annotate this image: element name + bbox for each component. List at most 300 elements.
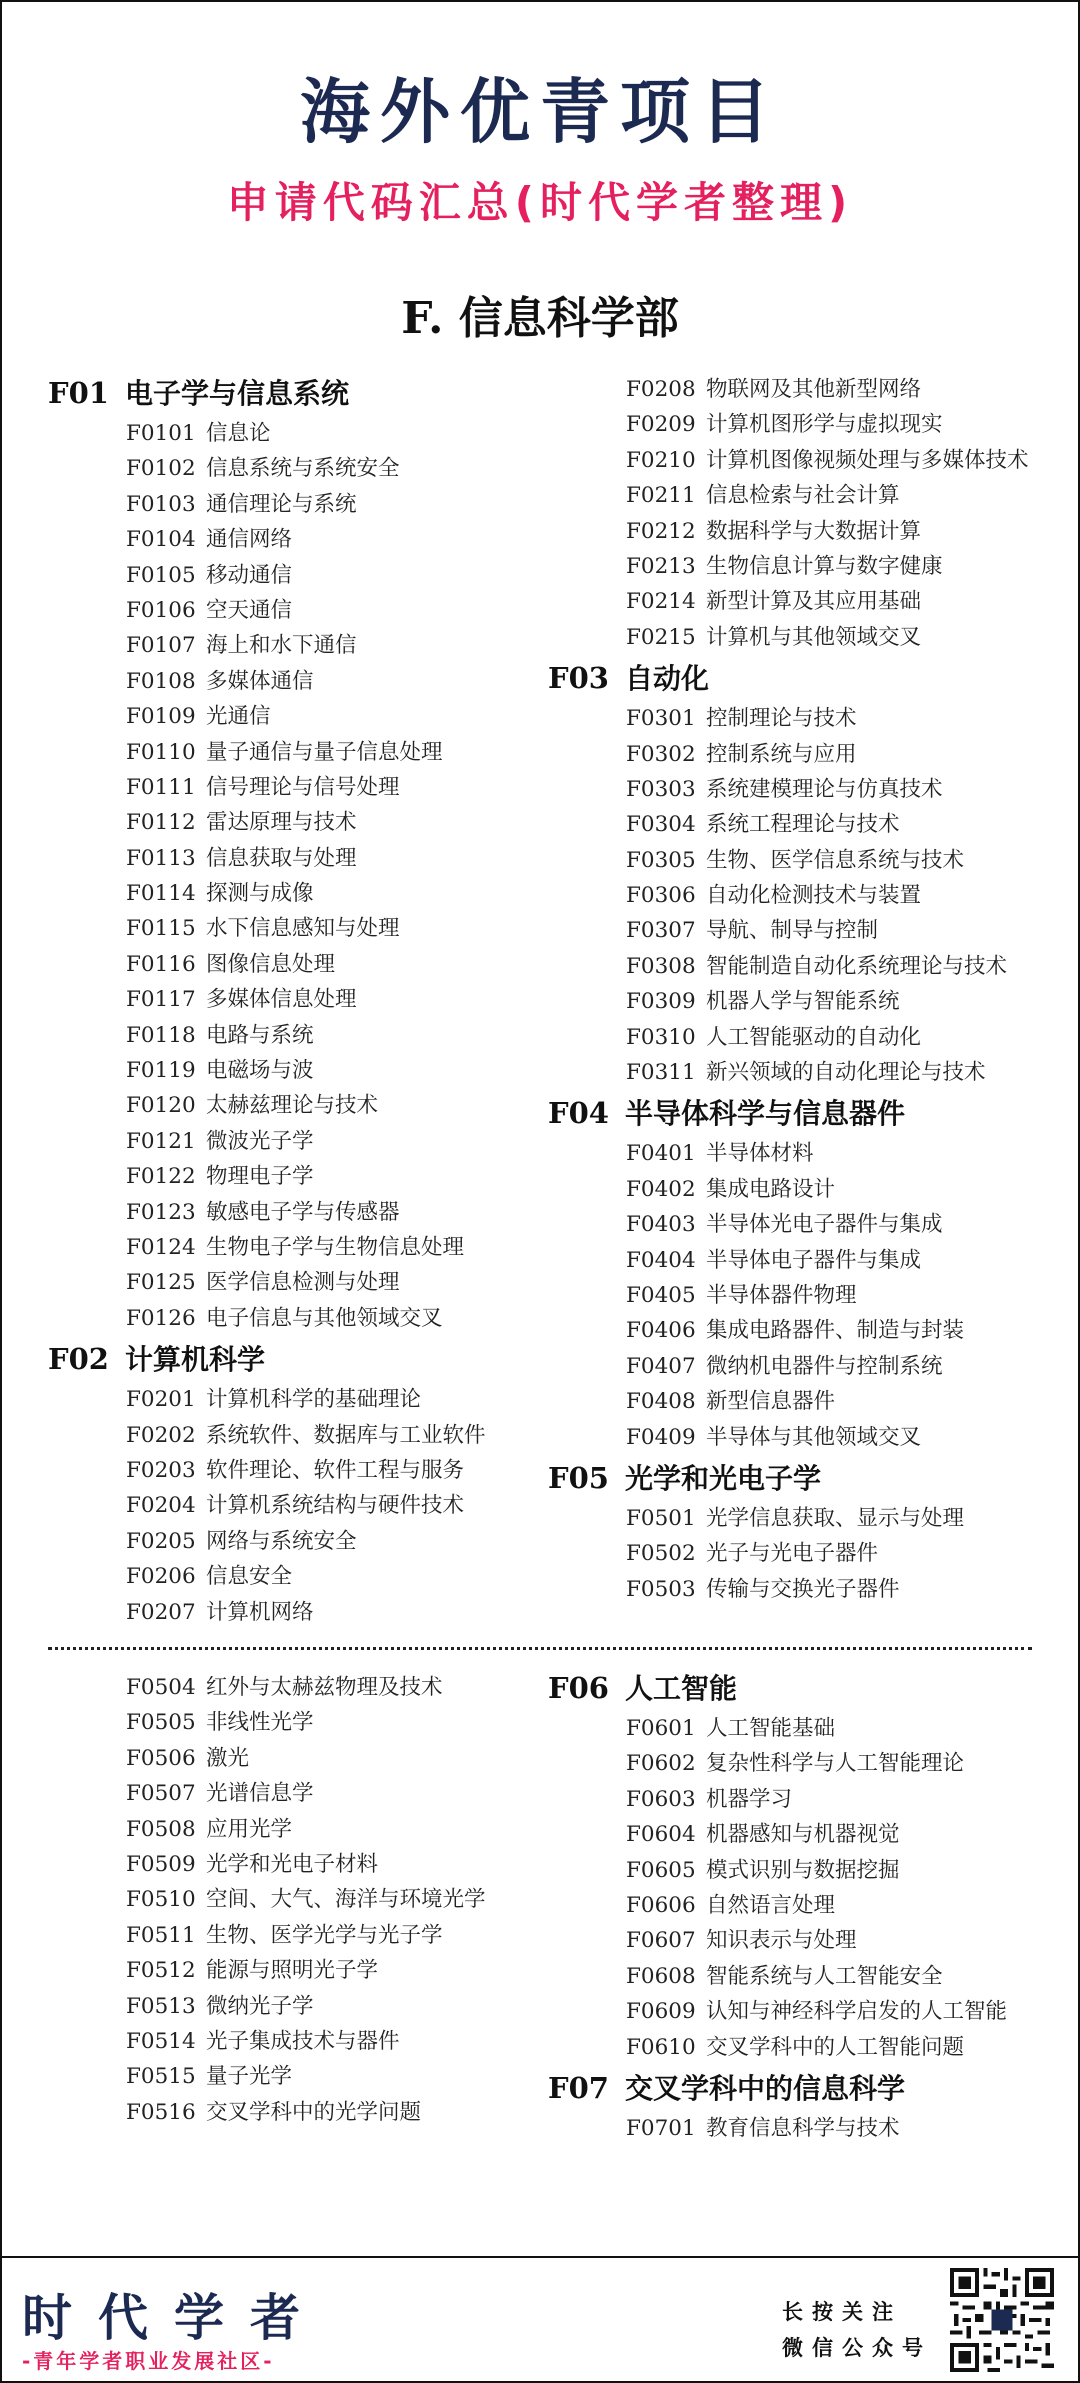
item-code: F0213 — [626, 553, 696, 579]
item-name: 移动通信 — [206, 562, 293, 588]
item-code: F0304 — [626, 812, 696, 838]
item-name: 微纳光子学 — [206, 1993, 314, 2019]
item-code: F0206 — [126, 1564, 196, 1590]
item-code: F0403 — [626, 1212, 696, 1238]
code-item — [48, 1847, 538, 1882]
item-code: F0514 — [126, 2028, 196, 2054]
column-bottom-right — [548, 1665, 1068, 2146]
item-name: 红外与太赫兹物理及技术 — [206, 1675, 443, 1700]
code-item — [548, 843, 1068, 878]
item-name: 微纳机电器件与控制系统 — [706, 1353, 943, 1379]
item-name: 半导体光电子器件与集成 — [706, 1212, 943, 1238]
dotted-divider — [48, 1647, 1032, 1650]
code-item — [548, 878, 1068, 913]
item-name: 信息获取与处理 — [206, 845, 357, 871]
item-code: F0408 — [626, 1389, 696, 1415]
code-item — [48, 522, 538, 557]
subject-group — [548, 2065, 1068, 2146]
item-code: F0308 — [626, 953, 696, 979]
item-name: 水下信息感知与处理 — [206, 916, 400, 942]
code-item — [48, 699, 538, 734]
item-name: 微波光子学 — [206, 1128, 314, 1154]
subject-group — [48, 1336, 538, 1630]
item-code: F0307 — [626, 918, 696, 944]
group-heading — [548, 655, 1068, 701]
item-name: 智能系统与人工智能安全 — [706, 1963, 943, 1989]
item-code: F0506 — [126, 1745, 196, 1771]
item-code: F0602 — [626, 1751, 696, 1777]
item-code: F0508 — [126, 1816, 196, 1842]
item-name: 自动化检测技术与装置 — [706, 883, 922, 909]
item-code: F0110 — [126, 739, 196, 765]
code-item — [48, 1382, 538, 1417]
group-name: 计算机科学 — [125, 1343, 266, 1377]
item-name: 光子集成技术与器件 — [206, 2028, 400, 2054]
code-item — [48, 1124, 538, 1159]
code-item — [48, 1230, 538, 1265]
item-code: F0105 — [126, 562, 196, 588]
column-top-left — [48, 370, 538, 1630]
group-heading — [548, 2065, 1068, 2111]
item-code: F0122 — [126, 1164, 196, 1190]
item-code: F0207 — [126, 1599, 196, 1625]
item-name: 交叉学科中的人工智能问题 — [706, 2034, 965, 2060]
group-name: 半导体科学与信息器件 — [625, 1097, 906, 1131]
code-item — [48, 1488, 538, 1523]
item-code: F0608 — [626, 1963, 696, 1989]
group-code: F03 — [548, 661, 609, 696]
follow-line-1: 长按关注 — [782, 2300, 902, 2324]
item-code: F0214 — [626, 589, 696, 615]
item-name: 半导体器件物理 — [706, 1283, 857, 1308]
code-item — [48, 947, 538, 982]
code-item — [48, 1595, 538, 1630]
code-item — [48, 2059, 538, 2094]
item-name: 信号理论与信号处理 — [206, 774, 400, 800]
code-item — [548, 737, 1068, 772]
item-name: 复杂性科学与人工智能理论 — [706, 1751, 965, 1777]
item-name: 智能制造自动化系统理论与技术 — [706, 953, 1008, 979]
code-item — [548, 1817, 1068, 1852]
code-item — [48, 770, 538, 805]
item-name: 能源与照明光子学 — [206, 1958, 379, 1984]
code-item — [548, 984, 1068, 1019]
item-name: 探测与成像 — [206, 881, 314, 907]
item-name: 非线性光学 — [206, 1710, 314, 1736]
code-item — [48, 2024, 538, 2059]
item-name: 计算机图像视频处理与多媒体技术 — [706, 447, 1029, 473]
item-code: F0210 — [626, 447, 696, 473]
code-item — [48, 1524, 538, 1559]
item-code: F0401 — [626, 1141, 696, 1167]
item-name: 网络与系统安全 — [206, 1528, 357, 1554]
item-name: 雷达原理与技术 — [206, 810, 357, 836]
code-item — [548, 1136, 1068, 1171]
group-code: F01 — [48, 376, 109, 410]
item-code: F0106 — [126, 597, 196, 623]
item-code: F0209 — [626, 412, 696, 438]
code-item — [48, 1705, 538, 1740]
code-item — [48, 1018, 538, 1053]
item-code: F0601 — [626, 1716, 696, 1741]
item-code: F0119 — [126, 1058, 196, 1084]
item-name: 控制系统与应用 — [706, 741, 857, 767]
item-name: 传输与交换光子器件 — [706, 1576, 900, 1602]
code-item — [48, 593, 538, 628]
item-code: F0510 — [126, 1887, 196, 1913]
item-code: F0504 — [126, 1675, 196, 1700]
item-name: 半导体材料 — [706, 1141, 814, 1167]
item-code: F0502 — [626, 1541, 696, 1567]
code-item — [548, 1243, 1068, 1278]
item-code: F0513 — [126, 1993, 196, 2019]
item-name: 多媒体通信 — [206, 668, 314, 694]
group-name: 电子学与信息系统 — [125, 377, 350, 410]
subject-group — [548, 1665, 1068, 2065]
item-name: 空间、大气、海洋与环境光学 — [206, 1887, 486, 1913]
item-name: 电子信息与其他领域交叉 — [206, 1305, 443, 1331]
item-name: 计算机与其他领域交叉 — [706, 624, 922, 650]
item-code: F0116 — [126, 951, 196, 977]
item-name: 物联网及其他新型网络 — [706, 377, 922, 402]
item-code: F0607 — [626, 1928, 696, 1954]
group-heading — [548, 1455, 1068, 1501]
item-name: 新型计算及其应用基础 — [706, 589, 922, 615]
item-code: F0113 — [126, 845, 196, 871]
item-code: F0124 — [126, 1234, 196, 1260]
item-name: 软件理论、软件工程与服务 — [206, 1457, 465, 1483]
item-code: F0310 — [626, 1024, 696, 1050]
code-item — [48, 487, 538, 522]
group-heading — [548, 1090, 1068, 1136]
group-code: F02 — [48, 1342, 109, 1377]
item-name: 系统工程理论与技术 — [706, 812, 900, 838]
item-code: F0516 — [126, 2099, 196, 2125]
item-name: 机器学习 — [706, 1786, 793, 1812]
item-name: 交叉学科中的光学问题 — [206, 2099, 422, 2125]
item-name: 新兴领域的自动化理论与技术 — [706, 1060, 986, 1086]
code-item — [548, 1923, 1068, 1958]
item-code: F0305 — [626, 847, 696, 873]
code-item — [48, 1088, 538, 1123]
item-code: F0114 — [126, 881, 196, 907]
item-name: 信息论 — [206, 421, 271, 446]
group-heading — [48, 1336, 538, 1382]
subject-group — [48, 1670, 538, 2130]
item-code: F0107 — [126, 633, 196, 659]
item-name: 人工智能驱动的自动化 — [706, 1024, 922, 1050]
item-name: 导航、制导与控制 — [706, 918, 879, 944]
item-code: F0104 — [126, 527, 196, 553]
item-code: F0515 — [126, 2064, 196, 2090]
code-item — [48, 451, 538, 486]
item-name: 光子与光电子器件 — [706, 1541, 879, 1567]
item-name: 通信理论与系统 — [206, 491, 357, 517]
code-item — [548, 772, 1068, 807]
group-name: 光学和光电子学 — [625, 1461, 822, 1495]
page-subtitle: 申请代码汇总(时代学者整理) — [226, 178, 854, 227]
code-item — [548, 807, 1068, 842]
item-code: F0605 — [626, 1857, 696, 1883]
item-code: F0126 — [126, 1305, 196, 1331]
item-code: F0108 — [126, 668, 196, 694]
item-code: F0303 — [626, 776, 696, 802]
code-item — [548, 1888, 1068, 1923]
code-item — [548, 1172, 1068, 1207]
item-code: F0406 — [626, 1318, 696, 1344]
item-code: F0306 — [626, 883, 696, 909]
item-name: 计算机科学的基础理论 — [206, 1387, 422, 1413]
item-code: F0509 — [126, 1851, 196, 1877]
code-item — [548, 620, 1068, 655]
item-name: 光谱信息学 — [206, 1781, 314, 1807]
item-name: 生物、医学信息系统与技术 — [706, 847, 965, 873]
item-name: 应用光学 — [206, 1816, 293, 1842]
item-name: 数据科学与大数据计算 — [706, 518, 922, 544]
code-item — [48, 1265, 538, 1300]
group-name: 自动化 — [625, 662, 710, 696]
item-name: 计算机系统结构与硬件技术 — [206, 1493, 465, 1519]
group-code: F05 — [548, 1460, 609, 1495]
item-name: 认知与神经科学启发的人工智能 — [706, 1999, 1008, 2025]
code-item — [548, 1020, 1068, 1055]
code-item — [48, 1812, 538, 1847]
follow-prompt — [782, 2294, 932, 2366]
item-code: F0409 — [626, 1424, 696, 1450]
item-name: 海上和水下通信 — [206, 633, 357, 659]
code-item — [548, 1055, 1068, 1090]
item-name: 计算机图形学与虚拟现实 — [706, 412, 943, 438]
item-code: F0604 — [626, 1822, 696, 1848]
code-item — [48, 1159, 538, 1194]
code-item — [48, 876, 538, 911]
item-code: F0102 — [126, 456, 196, 482]
item-code: F0101 — [126, 421, 196, 446]
item-code: F0109 — [126, 704, 196, 730]
item-name: 半导体与其他领域交叉 — [706, 1424, 922, 1450]
subject-group — [48, 370, 538, 1336]
item-code: F0507 — [126, 1781, 196, 1807]
item-name: 量子通信与量子信息处理 — [206, 739, 443, 765]
item-name: 人工智能基础 — [706, 1716, 836, 1741]
code-item — [548, 913, 1068, 948]
code-item — [48, 1670, 538, 1705]
item-code: F0203 — [126, 1457, 196, 1483]
item-name: 控制理论与技术 — [706, 706, 857, 732]
group-code: F06 — [548, 1671, 609, 1705]
code-item — [548, 2030, 1068, 2065]
item-code: F0211 — [626, 483, 696, 509]
item-name: 自然语言处理 — [706, 1892, 836, 1918]
follow-line-2: 微信公众号 — [782, 2336, 932, 2360]
item-code: F0201 — [126, 1387, 196, 1413]
code-item — [48, 1918, 538, 1953]
item-code: F0606 — [626, 1892, 696, 1918]
item-code: F0405 — [626, 1283, 696, 1308]
item-code: F0120 — [126, 1093, 196, 1119]
item-code: F0503 — [626, 1576, 696, 1602]
qr-code-icon[interactable] — [950, 2268, 1054, 2372]
code-item — [548, 407, 1068, 442]
item-name: 量子光学 — [206, 2064, 293, 2090]
subject-group — [548, 1455, 1068, 1607]
code-item — [48, 1195, 538, 1230]
item-code: F0609 — [626, 1999, 696, 2025]
item-name: 系统建模理论与仿真技术 — [706, 776, 943, 802]
item-name: 信息安全 — [206, 1564, 293, 1590]
code-item — [48, 664, 538, 699]
code-item — [48, 1053, 538, 1088]
code-item — [548, 1278, 1068, 1313]
group-code: F07 — [548, 2070, 609, 2105]
code-item — [548, 1853, 1068, 1888]
item-name: 电磁场与波 — [206, 1058, 314, 1084]
item-name: 信息检索与社会计算 — [706, 483, 900, 509]
item-name: 计算机网络 — [206, 1599, 314, 1625]
code-item — [548, 1501, 1068, 1536]
code-item — [548, 2111, 1068, 2146]
item-name: 光学和光电子材料 — [206, 1851, 379, 1877]
item-code: F0215 — [626, 624, 696, 650]
item-name: 激光 — [206, 1745, 250, 1771]
code-item — [548, 949, 1068, 984]
code-item — [548, 372, 1068, 407]
item-code: F0309 — [626, 989, 696, 1015]
item-code: F0701 — [626, 2115, 696, 2141]
item-name: 电路与系统 — [206, 1022, 314, 1048]
code-item — [548, 1384, 1068, 1419]
column-top-right — [548, 372, 1068, 1607]
item-code: F0205 — [126, 1528, 196, 1554]
item-code: F0511 — [126, 1922, 196, 1948]
code-item — [48, 1882, 538, 1917]
code-item — [548, 1782, 1068, 1817]
code-item — [548, 1313, 1068, 1348]
item-code: F0204 — [126, 1493, 196, 1519]
code-item — [48, 841, 538, 876]
item-name: 机器感知与机器视觉 — [706, 1822, 900, 1848]
group-code: F04 — [548, 1096, 609, 1131]
code-item — [48, 416, 538, 451]
subject-group — [548, 372, 1068, 655]
column-bottom-left — [48, 1670, 538, 2130]
item-name: 信息系统与系统安全 — [206, 456, 400, 482]
item-code: F0610 — [626, 2034, 696, 2060]
code-item — [548, 443, 1068, 478]
item-name: 敏感电子学与传感器 — [206, 1199, 400, 1225]
item-name: 通信网络 — [206, 527, 293, 553]
code-item — [548, 514, 1068, 549]
code-item — [548, 1994, 1068, 2029]
brand-logo-text: 时代学者 — [22, 2289, 326, 2347]
code-item — [548, 1207, 1068, 1242]
code-item — [548, 1420, 1068, 1455]
code-item — [48, 1453, 538, 1488]
item-code: F0512 — [126, 1958, 196, 1984]
item-code: F0301 — [626, 706, 696, 732]
code-item — [48, 1559, 538, 1594]
group-heading — [48, 370, 538, 416]
code-item — [48, 1953, 538, 1988]
item-name: 空天通信 — [206, 597, 293, 623]
item-name: 医学信息检测与处理 — [206, 1270, 400, 1296]
item-code: F0311 — [626, 1060, 696, 1086]
code-item — [548, 1349, 1068, 1384]
subject-group — [548, 655, 1068, 1090]
code-item — [48, 805, 538, 840]
code-item — [48, 911, 538, 946]
item-code: F0404 — [626, 1247, 696, 1273]
item-name: 模式识别与数据挖掘 — [706, 1857, 900, 1883]
item-name: 系统软件、数据库与工业软件 — [206, 1422, 486, 1448]
footer-divider — [0, 2256, 1080, 2258]
item-code: F0603 — [626, 1786, 696, 1812]
code-item — [48, 1776, 538, 1811]
code-item — [48, 2095, 538, 2130]
item-name: 图像信息处理 — [206, 951, 336, 977]
item-name: 半导体电子器件与集成 — [706, 1247, 922, 1273]
item-code: F0117 — [126, 987, 196, 1013]
code-item — [48, 1301, 538, 1336]
item-name: 机器人学与智能系统 — [706, 989, 900, 1015]
item-name: 太赫兹理论与技术 — [206, 1093, 379, 1119]
item-code: F0123 — [126, 1199, 196, 1225]
item-name: 生物电子学与生物信息处理 — [206, 1234, 465, 1260]
code-item — [548, 701, 1068, 736]
code-item — [548, 1959, 1068, 1994]
item-code: F0125 — [126, 1270, 196, 1296]
code-item — [548, 478, 1068, 513]
code-item — [548, 1572, 1068, 1607]
item-name: 新型信息器件 — [706, 1389, 836, 1415]
code-item — [548, 1536, 1068, 1571]
item-code: F0121 — [126, 1128, 196, 1154]
item-name: 知识表示与处理 — [706, 1928, 857, 1954]
group-heading — [548, 1665, 1068, 1711]
subject-group — [548, 1090, 1068, 1455]
code-item — [548, 1746, 1068, 1781]
code-item — [548, 584, 1068, 619]
item-code: F0202 — [126, 1422, 196, 1448]
item-name: 集成电路器件、制造与封装 — [706, 1318, 965, 1344]
code-item — [48, 982, 538, 1017]
page-title: 海外优青项目 — [300, 71, 780, 153]
code-item — [48, 1741, 538, 1776]
item-code: F0212 — [626, 518, 696, 544]
group-name: 交叉学科中的信息科学 — [625, 2071, 906, 2105]
item-name: 光通信 — [206, 704, 271, 730]
item-code: F0501 — [626, 1505, 696, 1531]
item-code: F0111 — [126, 774, 196, 800]
item-code: F0115 — [126, 916, 196, 942]
department-heading: F. 信息科学部 — [401, 293, 679, 344]
item-name: 集成电路设计 — [706, 1176, 836, 1202]
code-item — [48, 1418, 538, 1453]
code-item — [48, 1989, 538, 2024]
brand-tagline: -青年学者职业发展社区- — [22, 2349, 275, 2373]
code-item — [48, 735, 538, 770]
item-code: F0112 — [126, 810, 196, 836]
item-code: F0208 — [626, 377, 696, 402]
item-name: 生物信息计算与数字健康 — [706, 553, 943, 579]
item-name: 多媒体信息处理 — [206, 987, 357, 1013]
item-code: F0402 — [626, 1176, 696, 1202]
item-code: F0505 — [126, 1710, 196, 1736]
item-name: 教育信息科学与技术 — [706, 2115, 900, 2141]
code-item — [48, 558, 538, 593]
item-name: 物理电子学 — [206, 1164, 314, 1190]
item-name: 光学信息获取、显示与处理 — [706, 1505, 965, 1531]
